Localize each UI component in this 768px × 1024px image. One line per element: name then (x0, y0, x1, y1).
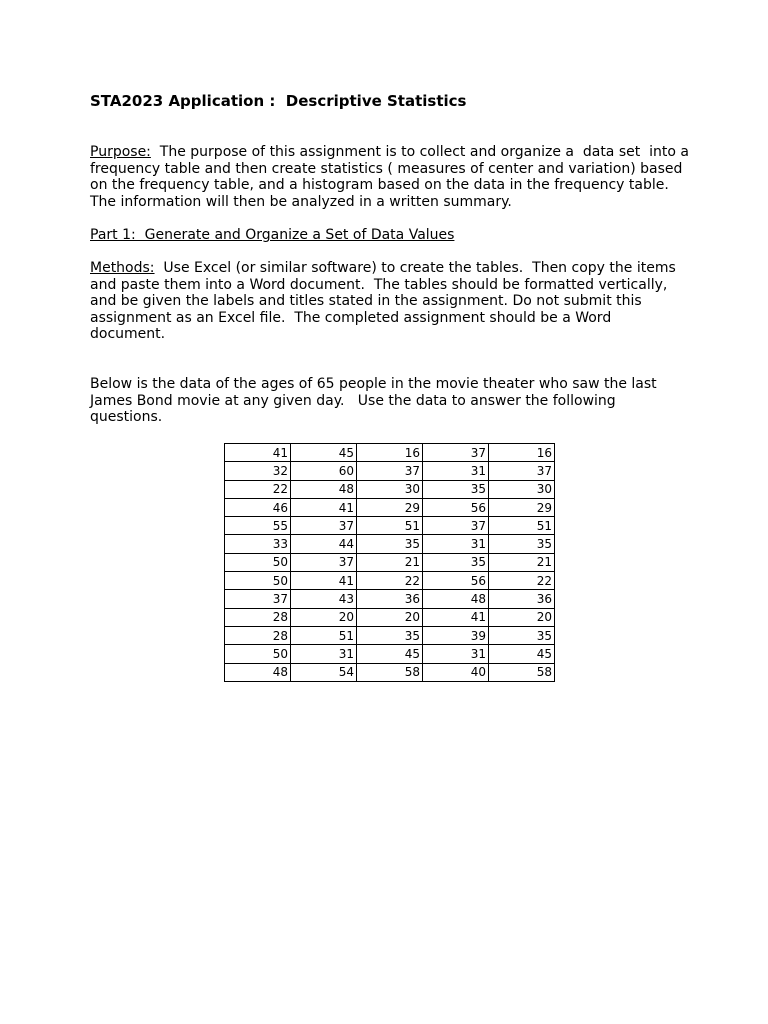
table-cell: 37 (291, 517, 357, 535)
table-cell: 35 (423, 553, 489, 571)
part1-heading-text: Part 1: Generate and Organize a Set of Data Values (90, 227, 455, 243)
table-cell: 35 (423, 480, 489, 498)
table-cell: 37 (357, 462, 423, 480)
table-row (225, 444, 555, 462)
table-cell: 21 (489, 553, 555, 571)
part1-heading (90, 227, 690, 244)
table-cell: 41 (225, 444, 291, 462)
table-row (225, 553, 555, 571)
table-row (225, 498, 555, 516)
table-row (225, 480, 555, 498)
table-cell: 39 (423, 626, 489, 644)
table-cell: 31 (423, 535, 489, 553)
table-cell: 21 (357, 553, 423, 571)
document-title: STA2023 Application : Descriptive Statistics (90, 92, 467, 110)
table-cell: 22 (357, 572, 423, 590)
table-cell: 16 (357, 444, 423, 462)
table-cell: 45 (357, 645, 423, 663)
table-row (225, 663, 555, 681)
table-cell: 56 (423, 572, 489, 590)
table-cell: 31 (423, 462, 489, 480)
table-cell: 45 (489, 645, 555, 663)
table-cell: 31 (423, 645, 489, 663)
table-cell: 22 (489, 572, 555, 590)
table-cell: 37 (291, 553, 357, 571)
table-cell: 29 (489, 498, 555, 516)
table-row (225, 572, 555, 590)
table-cell: 22 (225, 480, 291, 498)
table-row (225, 535, 555, 553)
table-cell: 41 (291, 498, 357, 516)
table-row (225, 590, 555, 608)
table-cell: 32 (225, 462, 291, 480)
table-cell: 58 (489, 663, 555, 681)
table-cell: 43 (291, 590, 357, 608)
table-cell: 16 (489, 444, 555, 462)
table-cell: 50 (225, 645, 291, 663)
table-cell: 51 (291, 626, 357, 644)
table-cell: 20 (489, 608, 555, 626)
table-cell: 20 (291, 608, 357, 626)
ages-data-table (224, 443, 555, 682)
table-cell: 45 (291, 444, 357, 462)
data-intro-paragraph: Below is the data of the ages of 65 people in the movie theater who saw the last James Bond movie at any given day. Use the data to answer the following questions. (90, 376, 662, 425)
table-cell: 30 (357, 480, 423, 498)
ages-data-table-body (225, 444, 555, 682)
table-cell: 36 (357, 590, 423, 608)
table-cell: 41 (423, 608, 489, 626)
table-cell: 35 (357, 626, 423, 644)
table-row (225, 462, 555, 480)
table-row (225, 645, 555, 663)
methods-label: Methods: (90, 260, 155, 276)
table-cell: 50 (225, 572, 291, 590)
table-row (225, 608, 555, 626)
table-cell: 40 (423, 663, 489, 681)
table-cell: 29 (357, 498, 423, 516)
table-cell: 31 (291, 645, 357, 663)
table-cell: 37 (225, 590, 291, 608)
purpose-paragraph (90, 144, 694, 210)
table-cell: 60 (291, 462, 357, 480)
table-cell: 33 (225, 535, 291, 553)
table-cell: 35 (489, 626, 555, 644)
table-cell: 35 (489, 535, 555, 553)
table-row (225, 517, 555, 535)
table-cell: 51 (357, 517, 423, 535)
table-cell: 48 (225, 663, 291, 681)
methods-text: Use Excel (or similar software) to create the tables. Then copy the items and paste them into a Word document. The tables should be formatted vertically, and be given the labels and titles stated in the assignment. Do not submit this assignment as an Excel file. The completed assignment should be a Word document. (90, 260, 681, 342)
table-cell: 51 (489, 517, 555, 535)
table-cell: 41 (291, 572, 357, 590)
table-cell: 44 (291, 535, 357, 553)
methods-paragraph (90, 260, 690, 343)
table-cell: 37 (423, 444, 489, 462)
table-cell: 55 (225, 517, 291, 535)
table-cell: 50 (225, 553, 291, 571)
table-cell: 36 (489, 590, 555, 608)
table-cell: 28 (225, 626, 291, 644)
table-cell: 37 (489, 462, 555, 480)
table-cell: 20 (357, 608, 423, 626)
table-cell: 58 (357, 663, 423, 681)
table-cell: 54 (291, 663, 357, 681)
table-row (225, 626, 555, 644)
table-cell: 46 (225, 498, 291, 516)
table-cell: 56 (423, 498, 489, 516)
table-cell: 35 (357, 535, 423, 553)
purpose-text: The purpose of this assignment is to collect and organize a data set into a frequency table and then create statistics ( measures of center and variation) based on the frequency table, and a histogram based on the data in the frequency table. The information will then be analyzed in a written summary. (90, 144, 694, 210)
table-cell: 28 (225, 608, 291, 626)
table-cell: 48 (423, 590, 489, 608)
table-cell: 37 (423, 517, 489, 535)
purpose-label: Purpose: (90, 144, 151, 160)
table-cell: 30 (489, 480, 555, 498)
table-cell: 48 (291, 480, 357, 498)
